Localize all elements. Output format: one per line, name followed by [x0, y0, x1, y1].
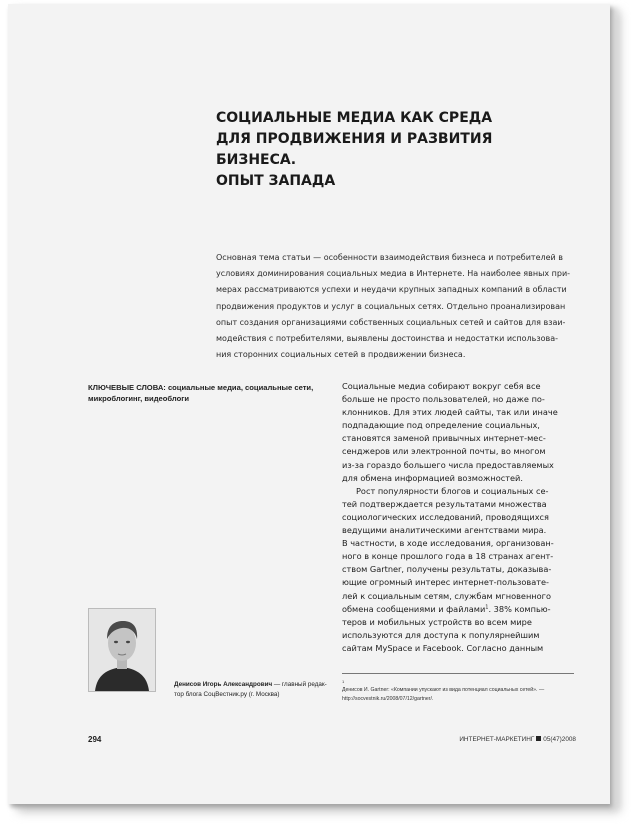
square-bullet-icon — [536, 736, 541, 741]
body-line: сенджеров или электронной почты, во многом — [342, 446, 546, 457]
abstract-line: опыт создания организациями собственных социальных сетей и сайтов для взаи- — [216, 317, 566, 327]
article-abstract — [216, 250, 574, 363]
abstract-line: условиях доминирования социальных медиа в Интернете. На наиболее явных при- — [216, 269, 571, 279]
author-bio-line: тор блога СоцВестник.ру (г. Москва) — [174, 691, 280, 698]
body-line-fragment: обмена сообщениями и файлами — [342, 603, 486, 614]
body-line: ством Gartner, получены результаты, доказыва- — [342, 564, 552, 575]
body-line: тей подтверждается результатами множества — [342, 498, 547, 509]
keywords-line: микроблогинг, видеоблоги — [88, 394, 190, 403]
abstract-line: мерах рассматриваются успехи и неудачи крупных западных компаний в области — [216, 285, 567, 295]
footnote — [342, 677, 582, 704]
body-line: ющие огромный интерес интернет-пользовате- — [342, 577, 549, 588]
author-bio — [174, 680, 344, 700]
issue-number: 05(47)2008 — [543, 736, 576, 743]
body-line: ведущими аналитическими агентствами мира. — [342, 525, 547, 536]
page-number: 294 — [88, 735, 102, 744]
body-line: подпадающие под определение социальных, — [342, 420, 540, 431]
keywords-block — [88, 382, 328, 404]
body-line: теров и мобильных устройств во всем мире — [342, 616, 532, 627]
footnote-line — [342, 677, 582, 695]
body-line: из-за гораздо большего числа предоставляемых — [342, 459, 554, 470]
body-line: Социальные медиа собирают вокруг себя все — [342, 381, 541, 391]
author-portrait-image — [89, 609, 155, 691]
footnote-text: Денисов И. Gartner: «Компании упускают из вида потенциал социальных сетей». — — [342, 687, 545, 693]
abstract-line: продвижения продуктов и услуг в социальных сетях. Отдельно проанализирован — [216, 301, 566, 311]
body-line: ного в конце прошлого года в 18 странах агент- — [342, 551, 554, 562]
body-line: Рост популярности блогов и социальных се- — [356, 485, 549, 496]
footnote-number: 1 — [342, 679, 345, 684]
author-bio-line — [174, 680, 344, 690]
footnote-link[interactable]: http://socvestnik.ru/2008/07/12/gartner/. — [342, 696, 434, 702]
keywords-line: КЛЮЧЕВЫЕ СЛОВА: социальные медиа, социальные сети, — [88, 383, 314, 392]
article-title — [216, 108, 576, 192]
article-title-line: ОПЫТ ЗАПАДА — [216, 173, 336, 189]
author-role: — главный редак- — [272, 681, 327, 688]
body-line: клонников. Для этих людей сайты, так или иначе — [342, 407, 558, 418]
body-line-with-footnote — [342, 603, 577, 616]
abstract-line: ния сторонних социальных сетей в продвижении бизнеса. — [216, 350, 466, 360]
body-line: В частности, в ходе исследования, организован- — [342, 538, 554, 549]
article-body — [342, 380, 577, 655]
footnote-reference[interactable]: 1 — [485, 603, 489, 610]
body-line: больше не просто пользователей, но даже по- — [342, 394, 545, 405]
body-line: сайтам MySpace и Facebook. Согласно данным — [342, 642, 544, 653]
body-line: социологических исследований, проводящихся — [342, 511, 549, 522]
abstract-line: Основная тема статьи — особенности взаимодействия бизнеса и потребителей в — [216, 253, 564, 262]
journal-page — [8, 4, 610, 804]
running-footer — [459, 736, 576, 743]
body-line: используются для доступа к популярнейшим — [342, 629, 540, 640]
author-photo — [88, 608, 156, 692]
body-line: для обмена информацией возможностей. — [342, 472, 523, 483]
body-line-fragment: . 38% компью- — [488, 603, 551, 614]
author-name: Денисов Игорь Александрович — [174, 681, 273, 688]
body-line: лей к социальным сетям, службам мгновенного — [342, 590, 551, 601]
abstract-line: модействия с потребителями, выявлены достоинства и недостатки использова- — [216, 334, 559, 344]
body-line: становятся заменой привычных интернет-мес- — [342, 433, 546, 444]
article-title-line: СОЦИАЛЬНЫЕ МЕДИА КАК СРЕДА — [216, 110, 493, 126]
footnote-divider — [342, 673, 574, 674]
journal-name: ИНТЕРНЕТ-МАРКЕТИНГ — [459, 736, 535, 743]
article-title-line: ДЛЯ ПРОДВИЖЕНИЯ И РАЗВИТИЯ БИЗНЕСА. — [216, 131, 493, 168]
